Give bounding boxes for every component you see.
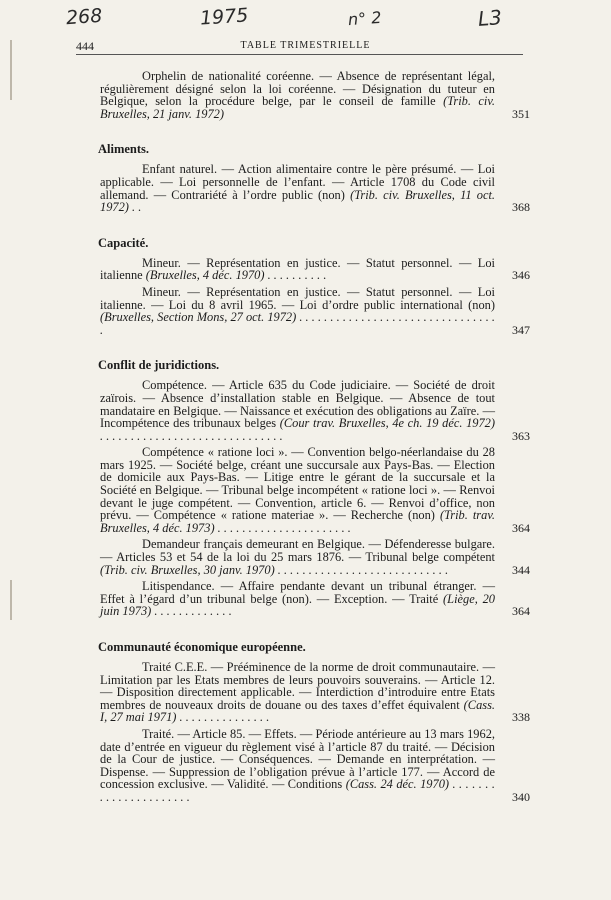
section-heading: Capacité. xyxy=(98,235,149,250)
handwritten-annotation-l3: L3 xyxy=(477,5,503,31)
index-entry xyxy=(100,379,530,442)
entry-page-ref: 338 xyxy=(512,710,530,725)
index-entry xyxy=(100,661,530,724)
entry-page-ref: 347 xyxy=(512,322,530,337)
entry-page-ref: 351 xyxy=(512,106,530,121)
entry-text xyxy=(100,728,495,804)
entry-page-ref: 344 xyxy=(512,562,530,577)
handwritten-annotation-268: 268 xyxy=(65,4,103,30)
index-entry xyxy=(100,728,530,804)
entry-citation: (Trib. civ. Bruxelles, 21 janv. 1972) xyxy=(100,94,495,121)
entry-citation: (Cass. I, 27 mai 1971) . . . . . . . . . . . . . . . xyxy=(100,697,495,725)
entry-page-ref: 364 xyxy=(512,604,530,619)
entry-description: Mineur. — Représentation en justice. — Statut personnel. — Loi italienne. — Loi du 8 avril 1965. — Loi d’ordre public international (non) xyxy=(100,284,495,312)
entry-citation: (Bruxelles, Section Mons, 27 oct. 1972) . . . . . . . . . . . . . . . . . . . . . . . . . . . . . . . . . xyxy=(100,310,495,337)
index-entry xyxy=(100,538,530,576)
entry-text xyxy=(100,661,495,724)
index-section xyxy=(100,236,530,349)
entry-description: Traité C.E.E. — Prééminence de la norme de droit communautaire. — Limitation par les Etats membres de leurs pouvoirs souverains. — Article 12. — Disposition directement applicable. — Interdiction d’introduire entre Etats membres de nouveaux droits de douane ou des taxes d’effet équivalent xyxy=(100,660,495,712)
entry-text xyxy=(100,286,495,336)
index-entry xyxy=(100,580,530,618)
entry-citation: (Cass. 24 déc. 1970) . . . . . . . . . . . . . . . . . . . . . . xyxy=(100,777,496,804)
entry-text xyxy=(100,163,495,213)
entry-text xyxy=(100,538,495,576)
index-entry xyxy=(100,163,530,213)
entry-citation: (Trib. civ. Bruxelles, 11 oct. 1972) . . xyxy=(100,187,495,215)
index-section xyxy=(100,142,530,225)
page-number: 444 xyxy=(76,39,94,53)
index-entry xyxy=(100,70,530,120)
section-heading: Communauté économique européenne. xyxy=(98,640,306,654)
handwritten-annotation-number: n° 2 xyxy=(347,7,383,30)
section-spacer xyxy=(100,808,530,816)
entry-description: Compétence « ratione loci ». — Convention belgo-néerlandaise du 28 mars 1925. — Société belge, créant une succursale aux Pays-Bas. — Election de domicile aux Pays-Bas. — Litige entre le gérant de la succursale et la Société en Belgique. — Tribunal belge incompétent « ratione loci ». — Renvoi devant le juge compétent. — Convention, article 6. — Renvoi d’office, non prévu. — Compétence « ratione materiae ». — Recherche (non) xyxy=(100,445,495,523)
entry-description: Enfant naturel. — Action alimentaire contre le père présumé. — Loi applicable. — Loi personnelle de l’enfant. — Article 1708 du Code civil allemand. — Contrariété à l’ordre public (non) xyxy=(100,162,495,202)
entry-description: Mineur. — Représentation en justice. — Statut personnel. — Loi italienne xyxy=(100,255,495,283)
section-heading: Aliments. xyxy=(98,142,150,157)
index-entry xyxy=(100,446,530,534)
index-entry xyxy=(100,286,530,336)
section-spacer xyxy=(100,218,530,226)
index-entry xyxy=(100,257,530,282)
entry-text xyxy=(100,446,495,534)
entry-citation: (Bruxelles, 4 déc. 1970) . . . . . . . . . . xyxy=(145,268,327,283)
entry-text xyxy=(100,70,495,120)
entry-text xyxy=(100,257,495,282)
section-spacer xyxy=(100,124,530,132)
entry-description: Compétence. — Article 635 du Code judiciaire. — Société de droit zaïrois. — Absence d’installation stable en Belgique. — Absence de tout mandataire en Belgique. — Naissance et exécution des obligations au Zaïre. — Incompétence des tribunaux belges xyxy=(100,378,495,431)
handwritten-annotation-year: 1975 xyxy=(199,4,250,30)
entry-text xyxy=(100,379,495,442)
entry-citation: (Liège, 20 juin 1973) . . . . . . . . . . . . . xyxy=(100,591,495,619)
section-spacer xyxy=(100,622,530,630)
running-head: TABLE TRIMESTRIELLE xyxy=(240,40,371,51)
entry-description: Orphelin de nationalité coréenne. — Absence de représentant légal, régulièrement désigné selon la loi coréenne. — Désignation du tuteur en Belgique, selon la procédure belge, par le conseil de famille xyxy=(100,69,495,109)
entry-page-ref: 368 xyxy=(512,200,530,215)
entry-page-ref: 363 xyxy=(512,428,530,443)
entry-text xyxy=(100,580,495,618)
index-section xyxy=(100,358,530,630)
entry-page-ref: 346 xyxy=(512,268,530,283)
section-spacer xyxy=(100,340,530,348)
entry-page-ref: 340 xyxy=(512,789,530,804)
entry-description: Demandeur français demeurant en Belgique. — Défenderesse bulgare. — Articles 53 et 54 de la loi du 25 mars 1876. — Tribunal belge compétent xyxy=(100,537,495,565)
entry-page-ref: 364 xyxy=(512,520,530,535)
entry-citation: (Trib. trav. Bruxelles, 4 déc. 1973) . . . . . . . . . . . . . . . . . . . . . . xyxy=(100,508,495,535)
index-section xyxy=(100,640,530,816)
index-section xyxy=(100,70,530,132)
entry-citation: (Cour trav. Bruxelles, 4e ch. 19 déc. 1972) . . . . . . . . . . . . . . . . . . . . . . . . . . . . . . xyxy=(100,416,495,443)
index-content xyxy=(100,70,530,816)
entry-description: Traité. — Article 85. — Effets. — Période antérieure au 13 mars 1962, date d’entrée en vigueur du règlement visé à l’article 87 du traité. — Décision de la Cour de justice. — Conséquences. — Demande en interprétation. — Dispense. — Suppression de l’obligation prévue à l’article 177. — Accord de concession exclusive. — Validité. — Conditions xyxy=(100,726,495,792)
header-rule xyxy=(76,54,523,55)
section-heading: Conflit de juridictions. xyxy=(98,358,220,373)
entry-citation: (Trib. civ. Bruxelles, 30 janv. 1970) . . . . . . . . . . . . . . . . . . . . . . . . . . . . xyxy=(100,562,449,577)
entry-description: Litispendance. — Affaire pendante devant un tribunal étranger. — Effet à l’égard d’un tribunal belge (non). — Exception. — Traité xyxy=(100,579,495,606)
page-edge-shadow xyxy=(10,580,12,620)
